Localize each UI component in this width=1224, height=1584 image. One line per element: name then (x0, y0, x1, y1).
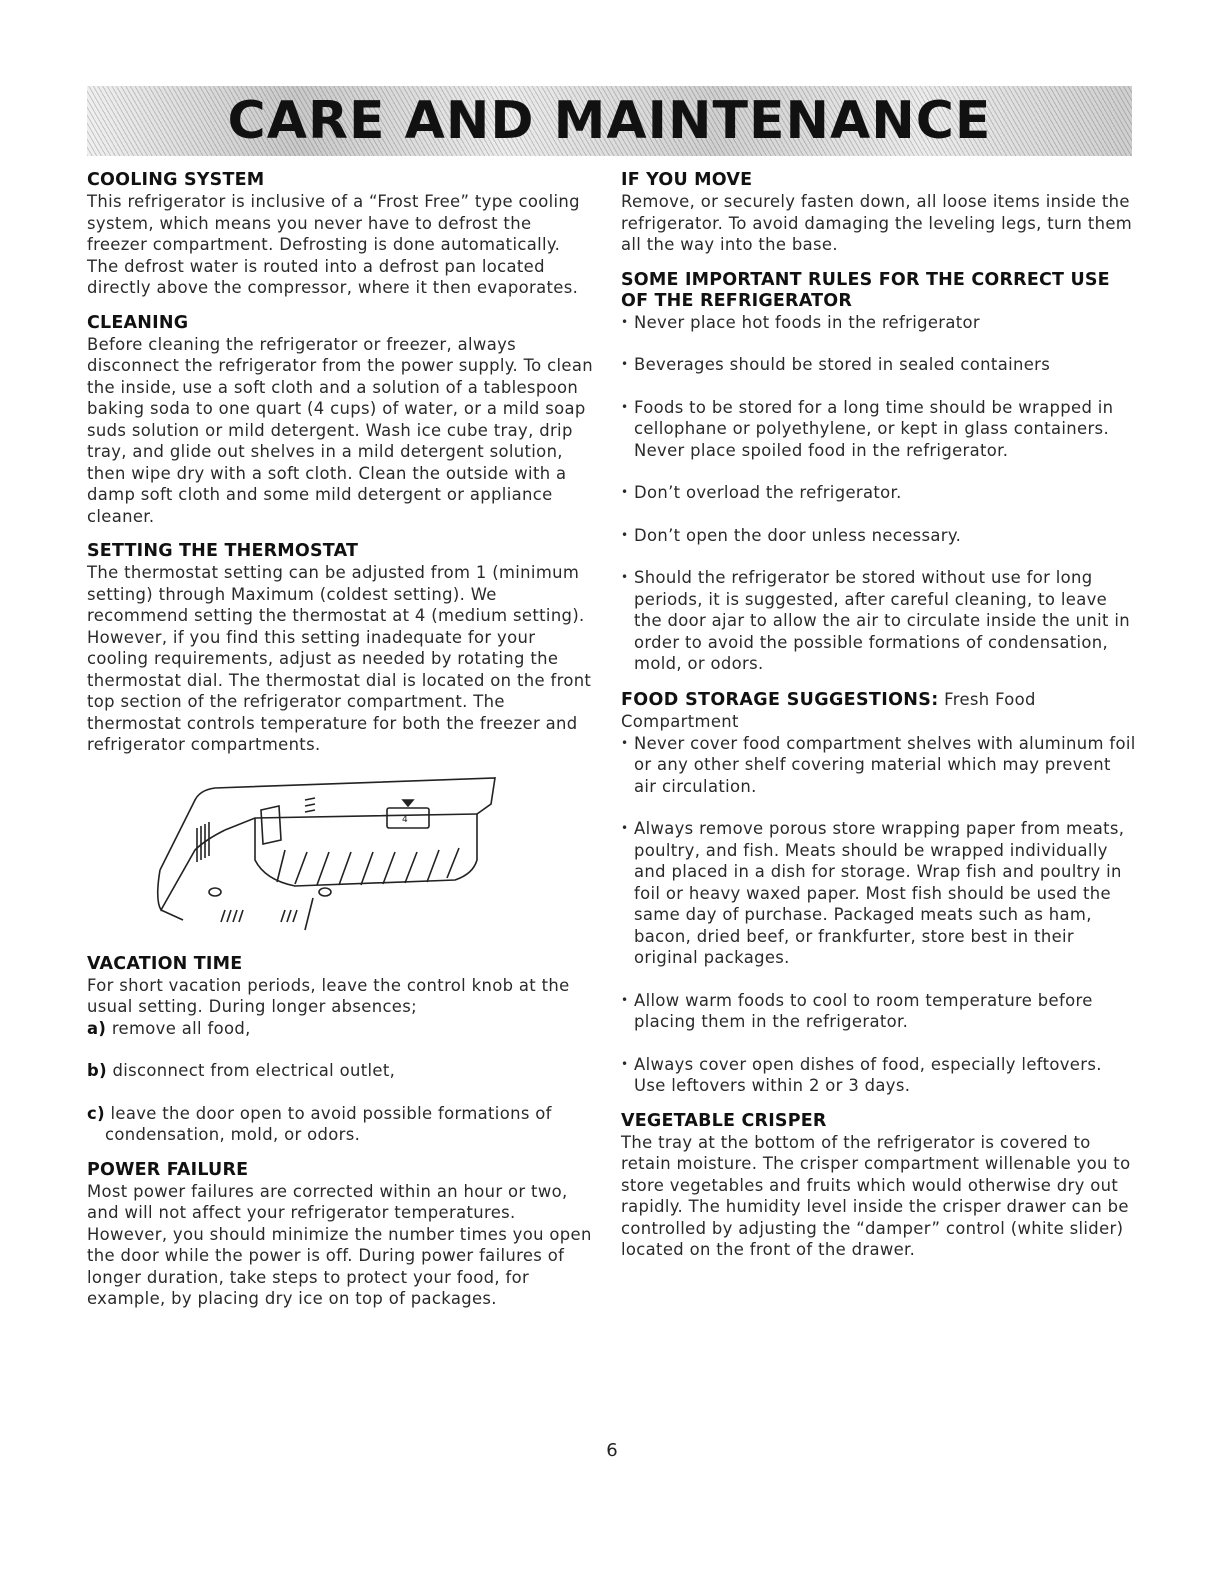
vacation-steps (87, 1018, 597, 1146)
food-storage-list (621, 733, 1136, 1097)
thermostat-heading: SETTING THE THERMOSTAT (87, 541, 359, 561)
food-storage-heading: FOOD STORAGE SUGGESTIONS: (621, 689, 939, 710)
list-item: • Don’t open the door unless necessary. (621, 525, 1136, 547)
vacation-step: c) leave the door open to avoid possible formations of condensation, mold, or odors. (87, 1103, 552, 1144)
vacation-step: a) remove all food, (87, 1018, 251, 1038)
food-storage-subheading: Fresh Food Compartment (621, 689, 1036, 731)
list-item: • Foods to be stored for a long time should be wrapped in cellophane or polyethylene, or kept in glass containers. Never place spoiled food in the refrigerator. (621, 397, 1136, 462)
list-item: • Always remove porous store wrapping paper from meats, poultry, and fish. Meats should be wrapped individually and placed in a dish for storage. Wrap fish and poultry in foil or heavy waxed paper. Most fish should be used the same day of purchase. Packaged meats such as ham, bacon, dried beef, or frankfurter, store best in their original packages. (621, 818, 1136, 969)
power-failure-section (87, 1160, 597, 1310)
power-failure-text: Most power failures are corrected within an hour or two, and will not affect your refrigerator temperatures. However, you should minimize the number times you open the door while the power is off. During power failures of longer duration, take steps to protect your food, for example, by placing dry ice on top of packages. (87, 1181, 592, 1308)
vacation-step: b) disconnect from electrical outlet, (87, 1061, 396, 1080)
left-column (87, 170, 597, 1324)
if-you-move-section (621, 170, 1136, 256)
vacation-intro: For short vacation periods, leave the control knob at the usual setting. During longer absences; (87, 975, 570, 1016)
list-item: • Should the refrigerator be stored without use for long periods, it is suggested, after careful cleaning, to leave the door ajar to allow the air to circulate inside the unit in order to avoid the possible formations of condensation, mold, or odors. (621, 567, 1136, 675)
cleaning-heading: CLEANING (87, 312, 189, 333)
page-number: 6 (606, 1440, 618, 1461)
section-banner (87, 86, 1132, 156)
if-you-move-heading: IF YOU MOVE (621, 170, 753, 190)
vegetable-crisper-text: The tray at the bottom of the refrigerator is covered to retain moisture. The crisper compartment willenable you to store vegetables and fruits which would otherwise dry out rapidly. The humidity level inside the crisper drawer can be controlled by adjusting the “damper” control (white slider) located on the front of the drawer. (621, 1132, 1131, 1259)
food-storage-section (621, 689, 1136, 1097)
cooling-system-text: This refrigerator is inclusive of a “Frost Free” type cooling system, which means you never have to defrost the freezer compartment. Defrosting is done automatically. The defrost water is routed into a defrost pan located directly above the compressor, where it then evaporates. (87, 192, 580, 297)
list-item: • Allow warm foods to cool to room temperature before placing them in the refrigerator. (621, 990, 1136, 1033)
cleaning-text: Before cleaning the refrigerator or freezer, always disconnect the refrigerator from the power supply. To clean the inside, use a soft cloth and a solution of a tablespoon baking soda to one quart (4 cups) of water, or a mild soap suds solution or mild detergent. Wash ice cube tray, drip tray, and glide out shelves in a mild detergent solution, then wipe dry with a soft cloth. Clean the outside with a damp soft cloth and some mild detergent or appliance cleaner. (87, 334, 593, 526)
right-column (621, 170, 1136, 1275)
vegetable-crisper-heading: VEGETABLE CRISPER (621, 1110, 827, 1131)
list-item: • Always cover open dishes of food, especially leftovers. Use leftovers within 2 or 3 days. (621, 1054, 1136, 1097)
list-item: • Never cover food compartment shelves with aluminum foil or any other shelf covering material which may prevent air circulation. (621, 733, 1136, 798)
cooling-system-heading: COOLING SYSTEM (87, 170, 265, 190)
if-you-move-text: Remove, or securely fasten down, all loose items inside the refrigerator. To avoid damaging the leveling legs, turn them all the way into the base. (621, 192, 1133, 254)
thermostat-dial-number: 4 (402, 814, 408, 825)
cooling-system-section (87, 170, 597, 299)
rules-section (621, 270, 1136, 675)
list-item: • Don’t overload the refrigerator. (621, 482, 1136, 504)
cleaning-section (87, 313, 597, 528)
rules-list (621, 312, 1136, 675)
power-failure-heading: POWER FAILURE (87, 1159, 249, 1180)
list-item: • Beverages should be stored in sealed containers (621, 354, 1136, 376)
vacation-section (87, 954, 597, 1146)
vegetable-crisper-section (621, 1111, 1136, 1261)
thermostat-illustration (155, 770, 535, 940)
vacation-heading: VACATION TIME (87, 953, 243, 974)
rules-heading: SOME IMPORTANT RULES FOR THE CORRECT USE OF THE REFRIGERATOR (621, 269, 1110, 311)
list-item: • Never place hot foods in the refrigerator (621, 312, 1136, 334)
thermostat-text: The thermostat setting can be adjusted from 1 (minimum setting) through Maximum (coldest setting). We recommend setting the thermostat at 4 (medium setting). However, if you find this setting inadequate for your cooling requirements, adjust as needed by rotating the thermostat dial. The thermostat dial is located on the front top section of the refrigerator compartment. The thermostat controls temperature for both the freezer and refrigerator compartments. (87, 563, 592, 754)
page-title: CARE AND MAINTENANCE (227, 91, 992, 151)
food-storage-title (621, 689, 1136, 733)
thermostat-section (87, 541, 597, 940)
